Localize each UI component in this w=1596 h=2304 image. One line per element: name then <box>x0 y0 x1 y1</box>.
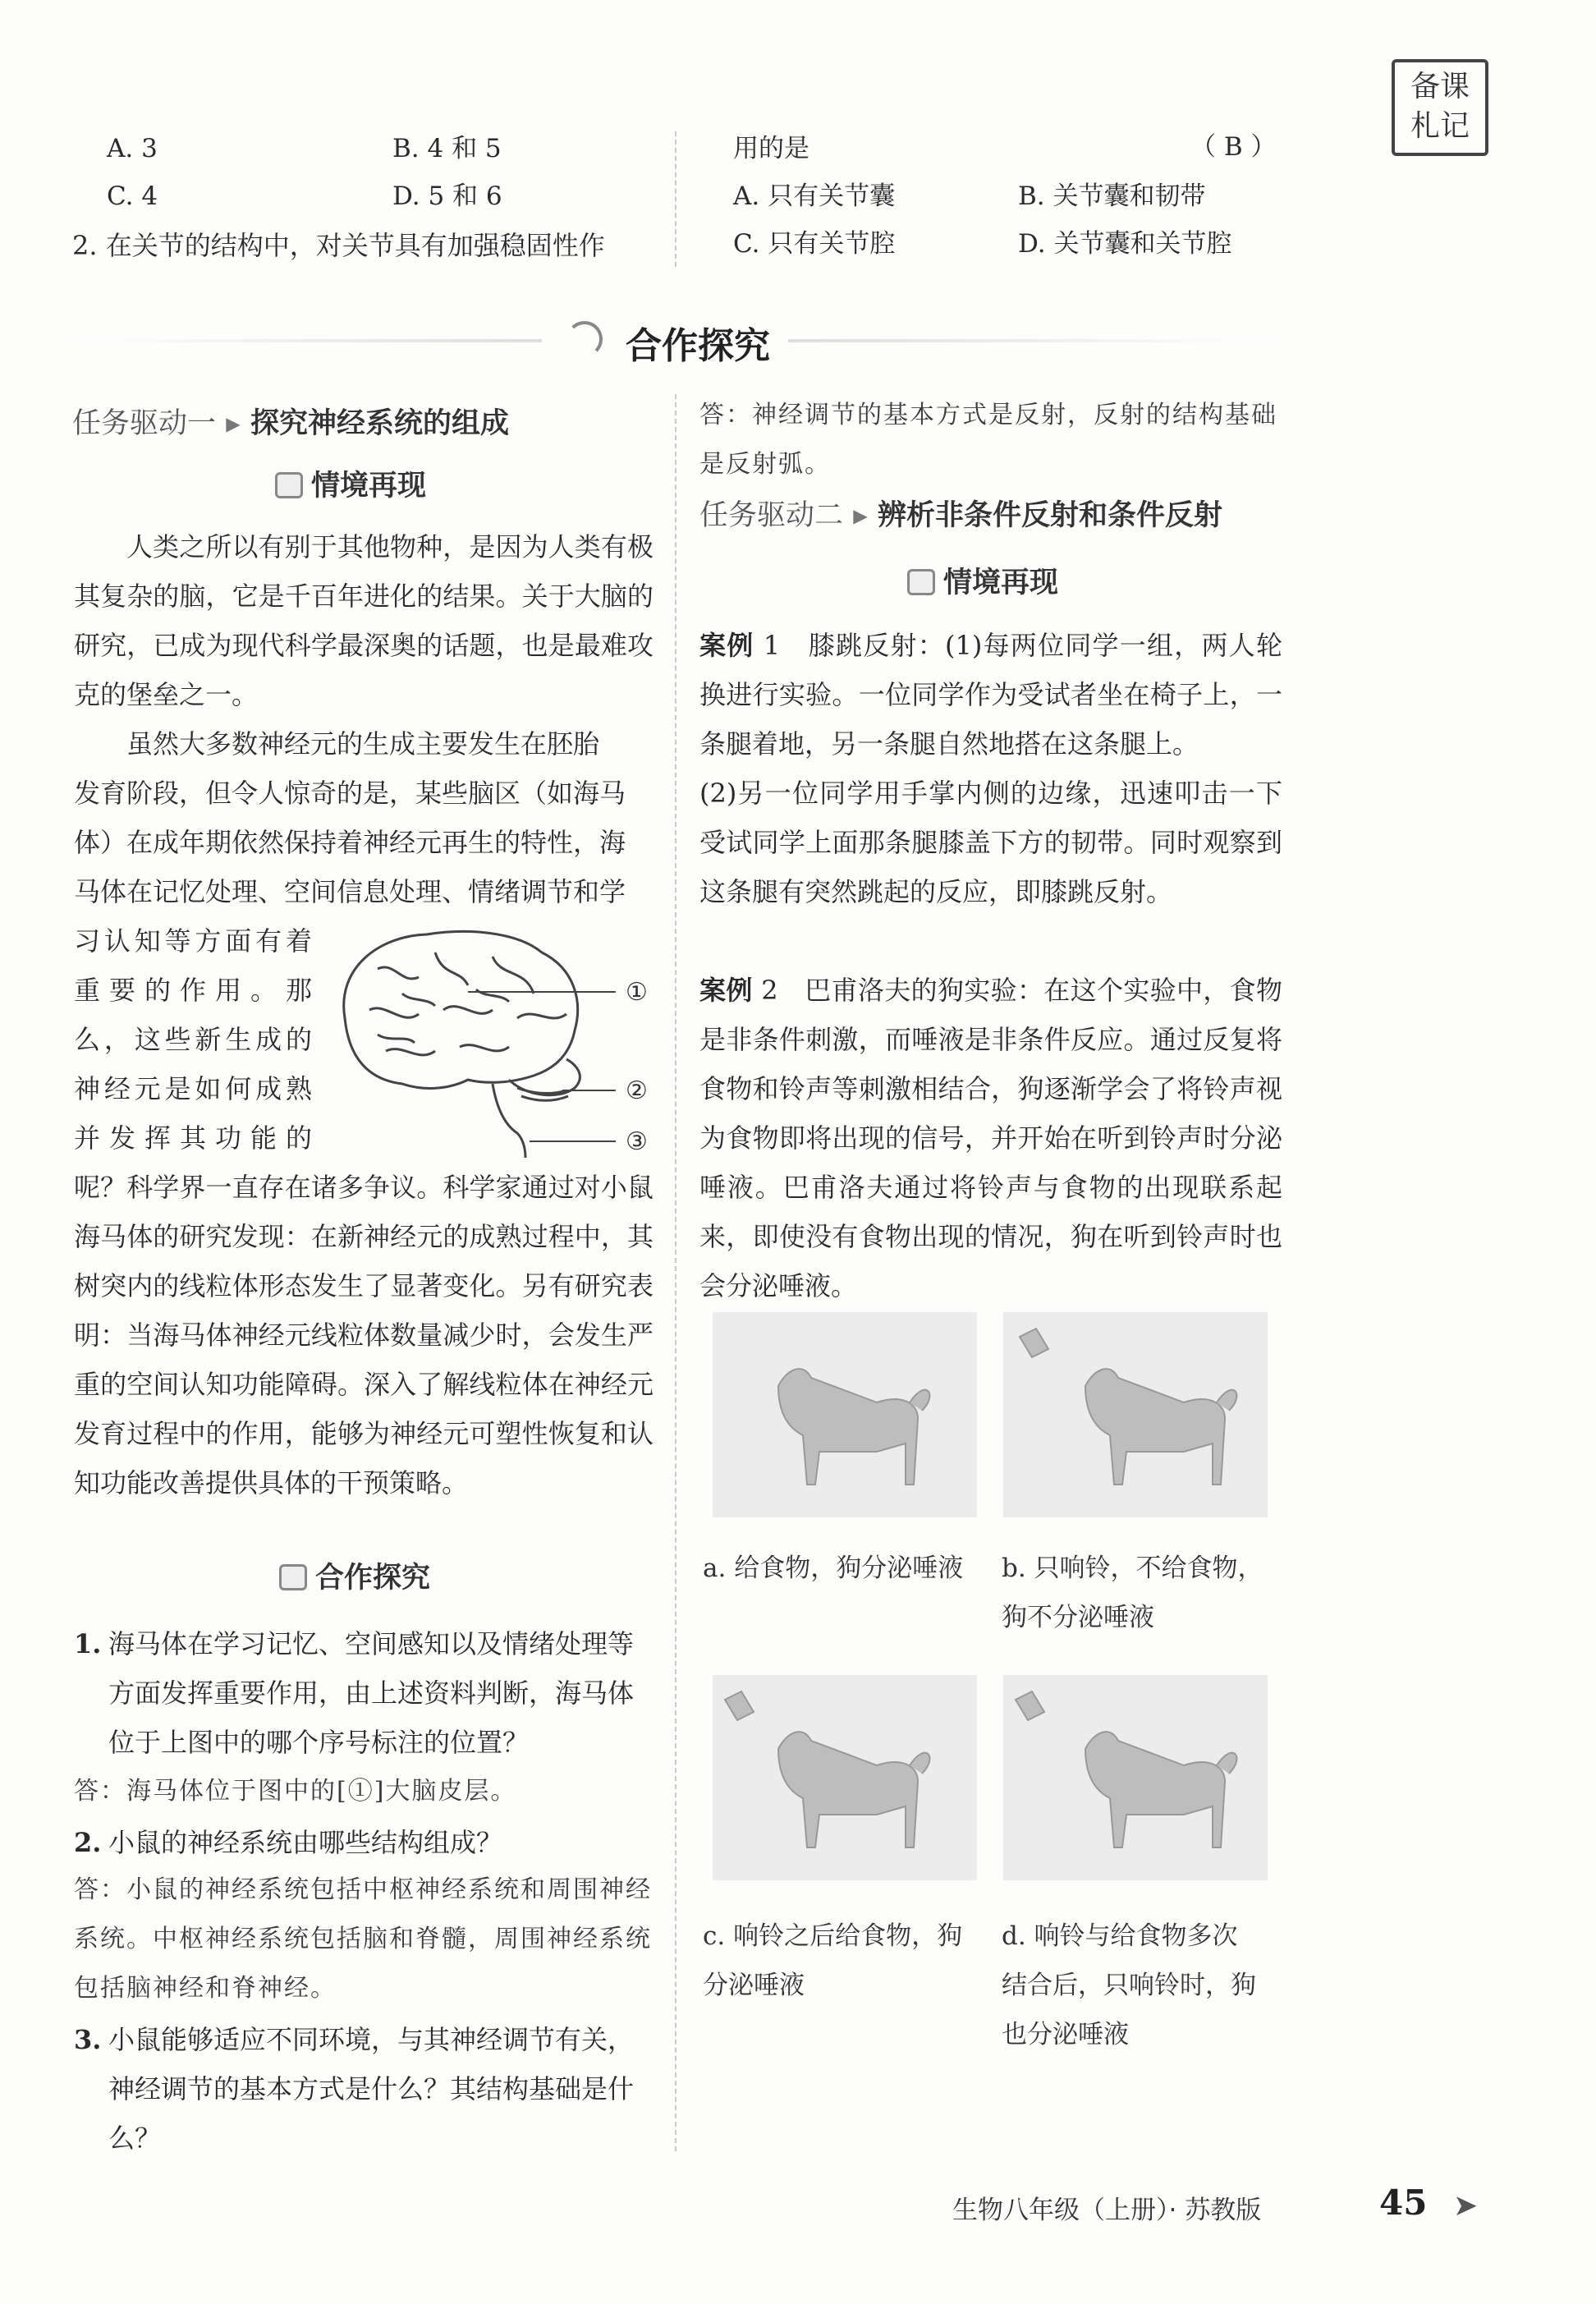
q1-text: 海马体在学习记忆、空间感知以及情绪处理等方面发挥重要作用，由上述资料判断，海马体位于上图中的哪个序号标注的位置？ <box>108 1628 635 1758</box>
wrap-line-4: 神经元是如何成熟 <box>74 1073 312 1104</box>
case-2-text: 巴甫洛夫的狗实验：在这个实验中，食物是非条件刺激，而唾液是非条件反应。通过反复将食物和铃声等刺激相结合，狗逐渐学会了将铃声视为食物即将出现的信号，并开始在听到铃声时分泌唾液。巴甫洛夫通过将铃声与食物的出现联系起来，即使没有食物出现的情况，狗在听到铃声时也会分泌唾液。 <box>699 975 1282 1301</box>
answer-2: 答：小鼠的神经系统包括中枢神经系统和周围神经系统。中枢神经系统包括脑和脊髓，周围神经系统包括脑神经和脊神经。 <box>74 1875 652 2003</box>
passage-wrap <box>74 916 312 1163</box>
q3-text: 小鼠能够适应不同环境，与其神经调节有关，神经调节的基本方式是什么？其结构基础是什么？ <box>108 2024 635 2154</box>
case-1-text2: (2)另一位同学用手掌内侧的边缘，迅速叩击一下受试同学上面那条腿膝盖下方的韧带。同时观察到这条腿有突然跳起的反应，即膝跳反射。 <box>699 778 1282 907</box>
coop-title: 合作探究 <box>315 1562 431 1595</box>
brain-label-1: ① <box>626 978 648 1007</box>
dog-icon <box>713 1312 977 1517</box>
passage-p2-rest <box>74 1163 654 1508</box>
passage-p1-text: 人类之所以有别于其他物种，是因为人类有极其复杂的脑，它是千百年进化的结果。关于大脑的研究，已成为现代科学最深奥的话题，也是最难攻克的堡垒之一。 <box>74 531 654 710</box>
case-1 <box>699 621 1282 916</box>
banner-line-left <box>74 339 542 342</box>
scene-title-2: 情境再现 <box>943 567 1059 599</box>
section-banner <box>74 316 1273 365</box>
coop-icon <box>279 1564 307 1590</box>
answer-mark: （ B ） <box>1190 132 1277 162</box>
q2-text: 小鼠的神经系统由哪些结构组成？ <box>108 1827 503 1858</box>
page-number: 45 <box>1379 2182 1428 2223</box>
p2-line-4: 马体在记忆处理、空间信息处理、情绪调节和学 <box>74 876 626 907</box>
case-2-num: 2 <box>761 975 778 1006</box>
bell-dog-icon <box>713 1675 977 1880</box>
option-a: A. 3 <box>107 134 158 163</box>
p2-rest-text: 呢？科学界一直存在诸多争议。科学家通过对小鼠海马体的研究发现：在新神经元的成熟过程中，其树突内的线粒体形态发生了显著变化。另有研究表明：当海马体神经元线粒体数量减少时，会发生严重的空间认知功能障碍。深入了解线粒体在神经元发育过程中的作用，能够为神经元可塑性恢复和认知功能改善提供具体的干预策略。 <box>74 1172 654 1499</box>
scene-heading-1 <box>275 463 426 504</box>
dog-image-d <box>1003 1675 1268 1880</box>
caption-d-line1: d. 响铃与给食物多次 <box>1002 1921 1238 1951</box>
option-d: D. 5 和 6 <box>392 181 502 211</box>
case-2-label: 案例 <box>699 975 753 1006</box>
wrap-line-5: 并发挥其功能的 <box>74 1122 312 1154</box>
brain-label-2: ② <box>626 1076 648 1105</box>
option-b-right: B. 关节囊和韧带 <box>1018 181 1206 211</box>
caption-b <box>1002 1544 1264 1642</box>
wrap-line-2: 重要的作用。那 <box>74 975 312 1006</box>
q3-num: 3. <box>74 2024 102 2055</box>
caption-b-line2: 狗不分泌唾液 <box>1002 1603 1154 1632</box>
brain-leader-lines <box>468 992 616 1141</box>
section-title: 合作探究 <box>626 325 770 367</box>
option-b: B. 4 和 5 <box>392 134 502 163</box>
p2-line-1: 虽然大多数神经元的生成主要发生在胚胎 <box>126 728 600 760</box>
task-1-title: 探究神经系统的组成 <box>250 407 509 440</box>
bell-dog-icon <box>1003 1312 1268 1517</box>
scene-title-1: 情境再现 <box>311 470 427 503</box>
option-d-right: D. 关节囊和关节腔 <box>1018 229 1232 259</box>
question-2-start: 2. 在关节的结构中，对关节具有加强稳固性作 <box>72 230 605 261</box>
answer-1: 答：海马体位于图中的[①]大脑皮层。 <box>74 1777 517 1806</box>
caption-a: a. 给食物，狗分泌唾液 <box>703 1554 964 1583</box>
case-1-text1: 膝跳反射：(1)每两位同学一组，两人轮换进行实验。一位同学作为受试者坐在椅子上，一条腿着地，另一条腿自然地搭在这条腿上。 <box>699 630 1282 760</box>
p2-line-3: 体）在成年期依然保持着神经元再生的特性，海 <box>74 827 626 858</box>
option-a-right: A. 只有关节囊 <box>733 181 896 211</box>
passage-p2 <box>74 719 654 916</box>
brain-diagram <box>328 920 657 1166</box>
question-1 <box>74 1619 654 1767</box>
coop-heading <box>279 1555 430 1596</box>
option-c: C. 4 <box>107 181 158 211</box>
brain-outline <box>344 931 580 1158</box>
bell-dog-icon <box>1003 1675 1268 1880</box>
stamp-line1: 备课 <box>1410 70 1470 103</box>
caption-d-line3: 也分泌唾液 <box>1002 2020 1129 2049</box>
passage-p1 <box>74 522 654 719</box>
task-2-tag: 任务驱动二 <box>699 499 844 532</box>
answer-3: 答：神经调节的基本方式是反射，反射的结构基础是反射弧。 <box>699 401 1277 479</box>
column-divider-top <box>675 131 676 267</box>
banner-icon <box>566 321 603 357</box>
question-2 <box>74 1818 654 1867</box>
wrap-line-1: 习认知等方面有着 <box>74 925 312 957</box>
question-2-cont: 用的是 <box>733 134 809 163</box>
caption-c-line2: 分泌唾液 <box>703 1971 805 2000</box>
option-c-right: C. 只有关节腔 <box>733 229 896 259</box>
dog-image-b <box>1003 1312 1268 1517</box>
caption-d-line2: 结合后，只响铃时，狗 <box>1002 1971 1256 2000</box>
scene-icon-2 <box>907 569 935 595</box>
scene-icon <box>275 472 303 498</box>
task-2-heading: 任务驱动二 ▸ 辨析非条件反射和条件反射 <box>699 499 1222 532</box>
wrap-line-3: 么，这些新生成的 <box>74 1024 312 1055</box>
caption-c <box>703 1912 962 2010</box>
caption-b-line1: b. 只响铃，不给食物， <box>1002 1554 1264 1583</box>
footer-arrow-icon: ➤ <box>1453 2189 1479 2223</box>
scene-heading-2 <box>907 560 1058 601</box>
case-1-num: 1 <box>763 630 781 661</box>
notes-stamp <box>1392 59 1488 156</box>
case-2 <box>699 966 1282 1310</box>
case-1-label: 案例 <box>699 630 754 661</box>
task-1-heading: 任务驱动一 ▸ 探究神经系统的组成 <box>72 407 509 440</box>
footer-book: 生物八年级（上册）· 苏教版 <box>952 2196 1262 2225</box>
stamp-line2: 札记 <box>1410 109 1470 143</box>
banner-line-right <box>788 339 1273 342</box>
task-2-title: 辨析非条件反射和条件反射 <box>877 499 1222 532</box>
caption-d <box>1002 1912 1256 2059</box>
dog-image-a <box>713 1312 977 1517</box>
p2-line-2: 发育阶段，但令人惊奇的是，某些脑区（如海马 <box>74 778 626 809</box>
brain-label-3: ③ <box>626 1127 648 1156</box>
dog-image-c <box>713 1675 977 1880</box>
task-1-tag: 任务驱动一 <box>72 407 217 440</box>
column-divider <box>675 394 676 2151</box>
caption-c-line1: c. 响铃之后给食物，狗 <box>703 1921 963 1951</box>
q1-num: 1. <box>74 1628 102 1659</box>
question-3 <box>74 2015 654 2163</box>
q2-num: 2. <box>74 1827 102 1858</box>
